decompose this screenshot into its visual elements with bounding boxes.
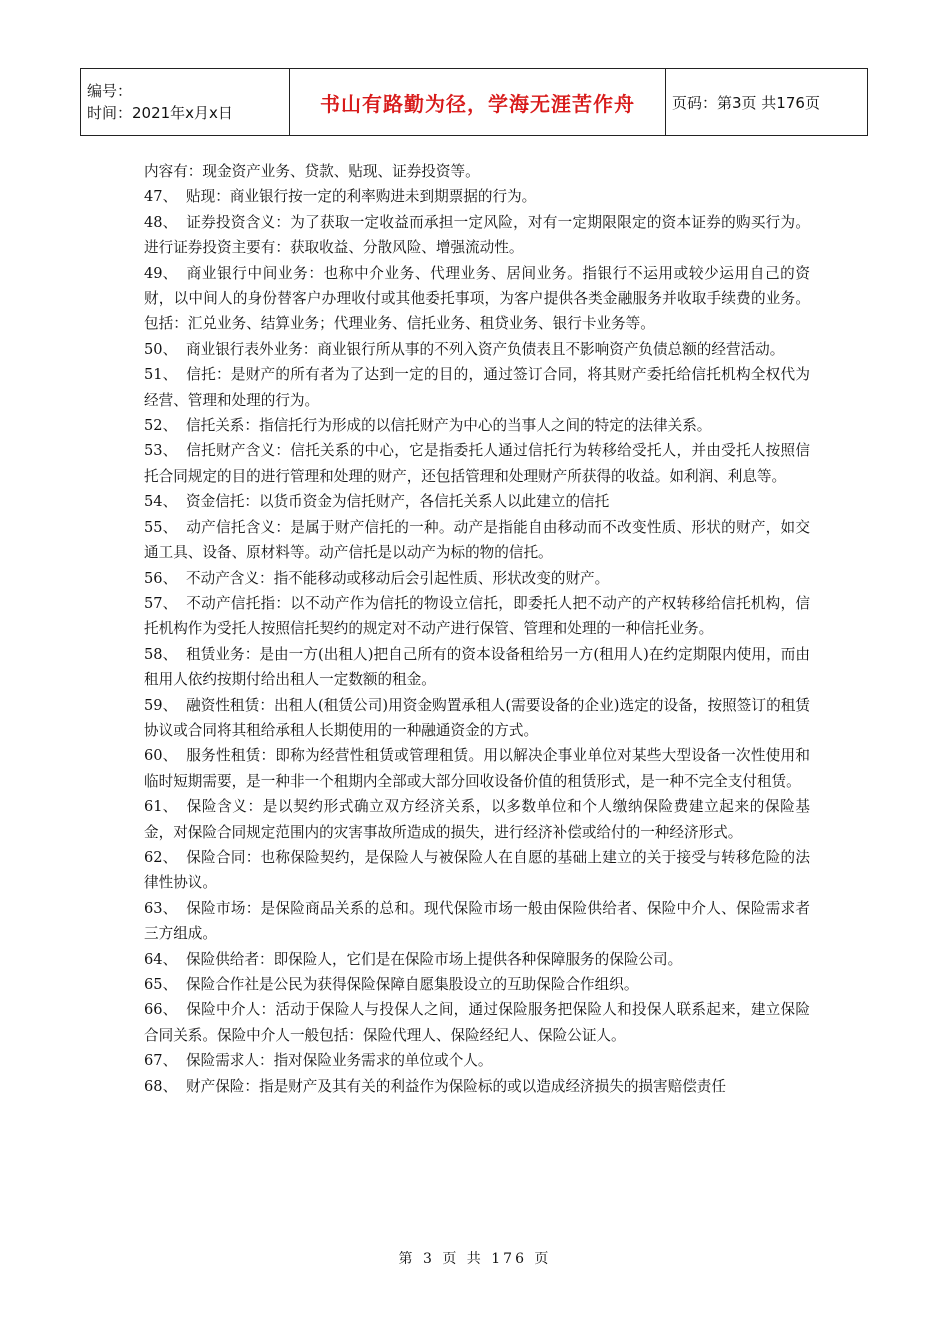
paragraph-number: 65、 [144,976,178,993]
paragraph [144,413,810,438]
paragraph [144,337,810,362]
paragraph-number: 63、 [144,899,178,917]
paragraph [144,438,810,489]
paragraph-text: 财产保险：指是财产及其有关的利益作为保险标的或以造成经济损失的损害赔偿责任 [186,1077,726,1095]
paragraph-text: 商业银行中间业务：也称中介业务、代理业务、居间业务。指银行不运用或较少运用自己的资财，以中间人的身份替客户办理收付或其他委托事项，为客户提供各类金融服务并收取手续费的业务。包括：汇兑业务、结算业务；代理业务、信托业务、租贷业务、银行卡业务等。 [144,264,810,333]
paragraph-text: 贴现：商业银行按一定的利率购进未到期票据的行为。 [186,188,537,206]
paragraph-number: 57、 [144,594,178,612]
paragraph-number: 48、 [144,213,178,231]
paragraph-text: 证券投资含义：为了获取一定收益而承担一定风险，对有一定期限限定的资本证券的购买行为。进行证券投资主要有：获取收益、分散风险、增强流动性。 [144,213,810,257]
paragraph [144,693,810,744]
paragraph-number: 67、 [144,1052,178,1070]
paragraph-text: 内容有：现金资产业务、贷款、贴现、证券投资等。 [144,163,480,180]
paragraph-number: 61、 [144,798,178,816]
paragraph-number: 59、 [144,696,178,714]
paragraph-number: 68、 [144,1077,178,1095]
paragraph-number: 55、 [144,518,178,536]
paragraph-text: 保险市场：是保险商品关系的总和。现代保险市场一般由保险供给者、保险中介人、保险需求者三方组成。 [144,899,810,943]
paragraph [144,566,810,591]
paragraph [144,515,810,566]
paragraph [144,743,810,794]
paragraph-text: 融资性租赁：出租人(租赁公司)用资金购置承租人(需要设备的企业)选定的设备，按照签订的租赁协议或合同将其租给承租人长期使用的一种融通资金的方式。 [144,696,810,739]
paragraph [144,794,810,845]
paragraph-number: 64、 [144,950,178,968]
paragraph [144,1048,810,1073]
paragraph-text: 租赁业务：是由一方(出租人)把自己所有的资本设备租给另一方(租用人)在约定期限内使用，而由租用人依约按期付给出租人一定数额的租金。 [144,645,810,689]
paragraph-number: 56、 [144,569,178,587]
paragraph [144,947,810,972]
code-label: 编号： [87,82,133,100]
paragraph-text: 保险合作社是公民为获得保险保障自愿集股设立的互助保险合作组织。 [186,976,639,993]
paragraph-text: 保险供给者：即保险人，它们是在保险市场上提供各种保障服务的保险公司。 [186,950,683,968]
paragraph-text: 保险需求人：指对保险业务需求的单位或个人。 [186,1052,493,1070]
paragraph-text: 服务性租赁：即称为经营性租赁或管理租赁。用以解决企事业单位对某些大型设备一次性使用和临时短期需要，是一种非一个租期内全部或大部分回收设备价值的租赁形式，是一种不完全支付租赁。 [144,747,810,790]
paragraph-number: 50、 [144,340,178,358]
paragraph [144,489,810,514]
paragraph [144,261,810,337]
paragraph [144,845,810,896]
header-meta [81,69,290,136]
paragraph-text: 不动产含义：指不能移动或移动后会引起性质、形状改变的财产。 [186,569,610,587]
header-motto: 书山有路勤为径，学海无涯苦作舟 [290,69,666,136]
paragraph [144,997,810,1048]
paragraph [144,591,810,642]
document-body [144,159,810,1099]
paragraph-text: 保险含义：是以契约形式确立双方经济关系，以多数单位和个人缴纳保险费建立起来的保险基金，对保险合同规定范围内的灾害事故所造成的损失，进行经济补偿或给付的一种经济形式。 [144,798,810,841]
paragraph-number: 62、 [144,848,178,866]
paragraph-number: 54、 [144,493,178,511]
header-page-info: 页码：第3页 共176页 [666,69,868,136]
paragraph-text: 资金信托：以货币资金为信托财产，各信托关系人以此建立的信托 [186,493,610,511]
paragraph [144,210,810,261]
paragraph [144,642,810,693]
paragraph-text: 动产信托含义：是属于财产信托的一种。动产是指能自由移动而不改变性质、形状的财产，如交通工具、设备、原材料等。动产信托是以动产为标的物的信托。 [144,518,810,562]
paragraph-number: 66、 [144,1001,178,1019]
paragraph [144,972,810,997]
paragraph [144,896,810,947]
paragraph-number: 51、 [144,366,178,384]
paragraph-text: 保险中介人：活动于保险人与投保人之间，通过保险服务把保险人和投保人联系起来，建立保险合同关系。保险中介人一般包括：保险代理人、保险经纪人、保险公证人。 [144,1001,810,1044]
paragraph-text: 不动产信托指：以不动产作为信托的物设立信托，即委托人把不动产的产权转移给信托机构，信托机构作为受托人按照信托契约的规定对不动产进行保管、管理和处理的一种信托业务。 [144,594,810,638]
page-footer: 第 3 页 共 176 页 [398,1251,552,1267]
paragraph [144,1074,810,1099]
paragraph-text: 保险合同：也称保险契约，是保险人与被保险人在自愿的基础上建立的关于接受与转移危险的法律性协议。 [144,848,810,892]
paragraph-text: 信托财产含义：信托关系的中心，它是指委托人通过信托行为转移给受托人，并由受托人按照信托合同规定的目的进行管理和处理的财产，还包括管理和处理财产所获得的收益。如利润、利息等。 [144,442,810,485]
paragraph [144,362,810,413]
date-label: 时间：2021年x月x日 [87,104,233,122]
paragraph-number: 49、 [144,264,178,282]
paragraph-number: 60、 [144,747,178,765]
paragraph [144,159,810,184]
paragraph-text: 信托：是财产的所有者为了达到一定的目的，通过签订合同，将其财产委托给信托机构全权代为经营、管理和处理的行为。 [144,366,810,409]
paragraph-number: 52、 [144,417,178,435]
paragraph-number: 58、 [144,645,178,663]
paragraph-number: 47、 [144,188,178,206]
paragraph-number: 53、 [144,442,178,460]
page-header [80,68,868,136]
paragraph [144,184,810,209]
paragraph-text: 商业银行表外业务：商业银行所从事的不列入资产负债表且不影响资产负债总额的经营活动。 [186,340,785,358]
paragraph-text: 信托关系：指信托行为形成的以信托财产为中心的当事人之间的特定的法律关系。 [186,417,712,435]
